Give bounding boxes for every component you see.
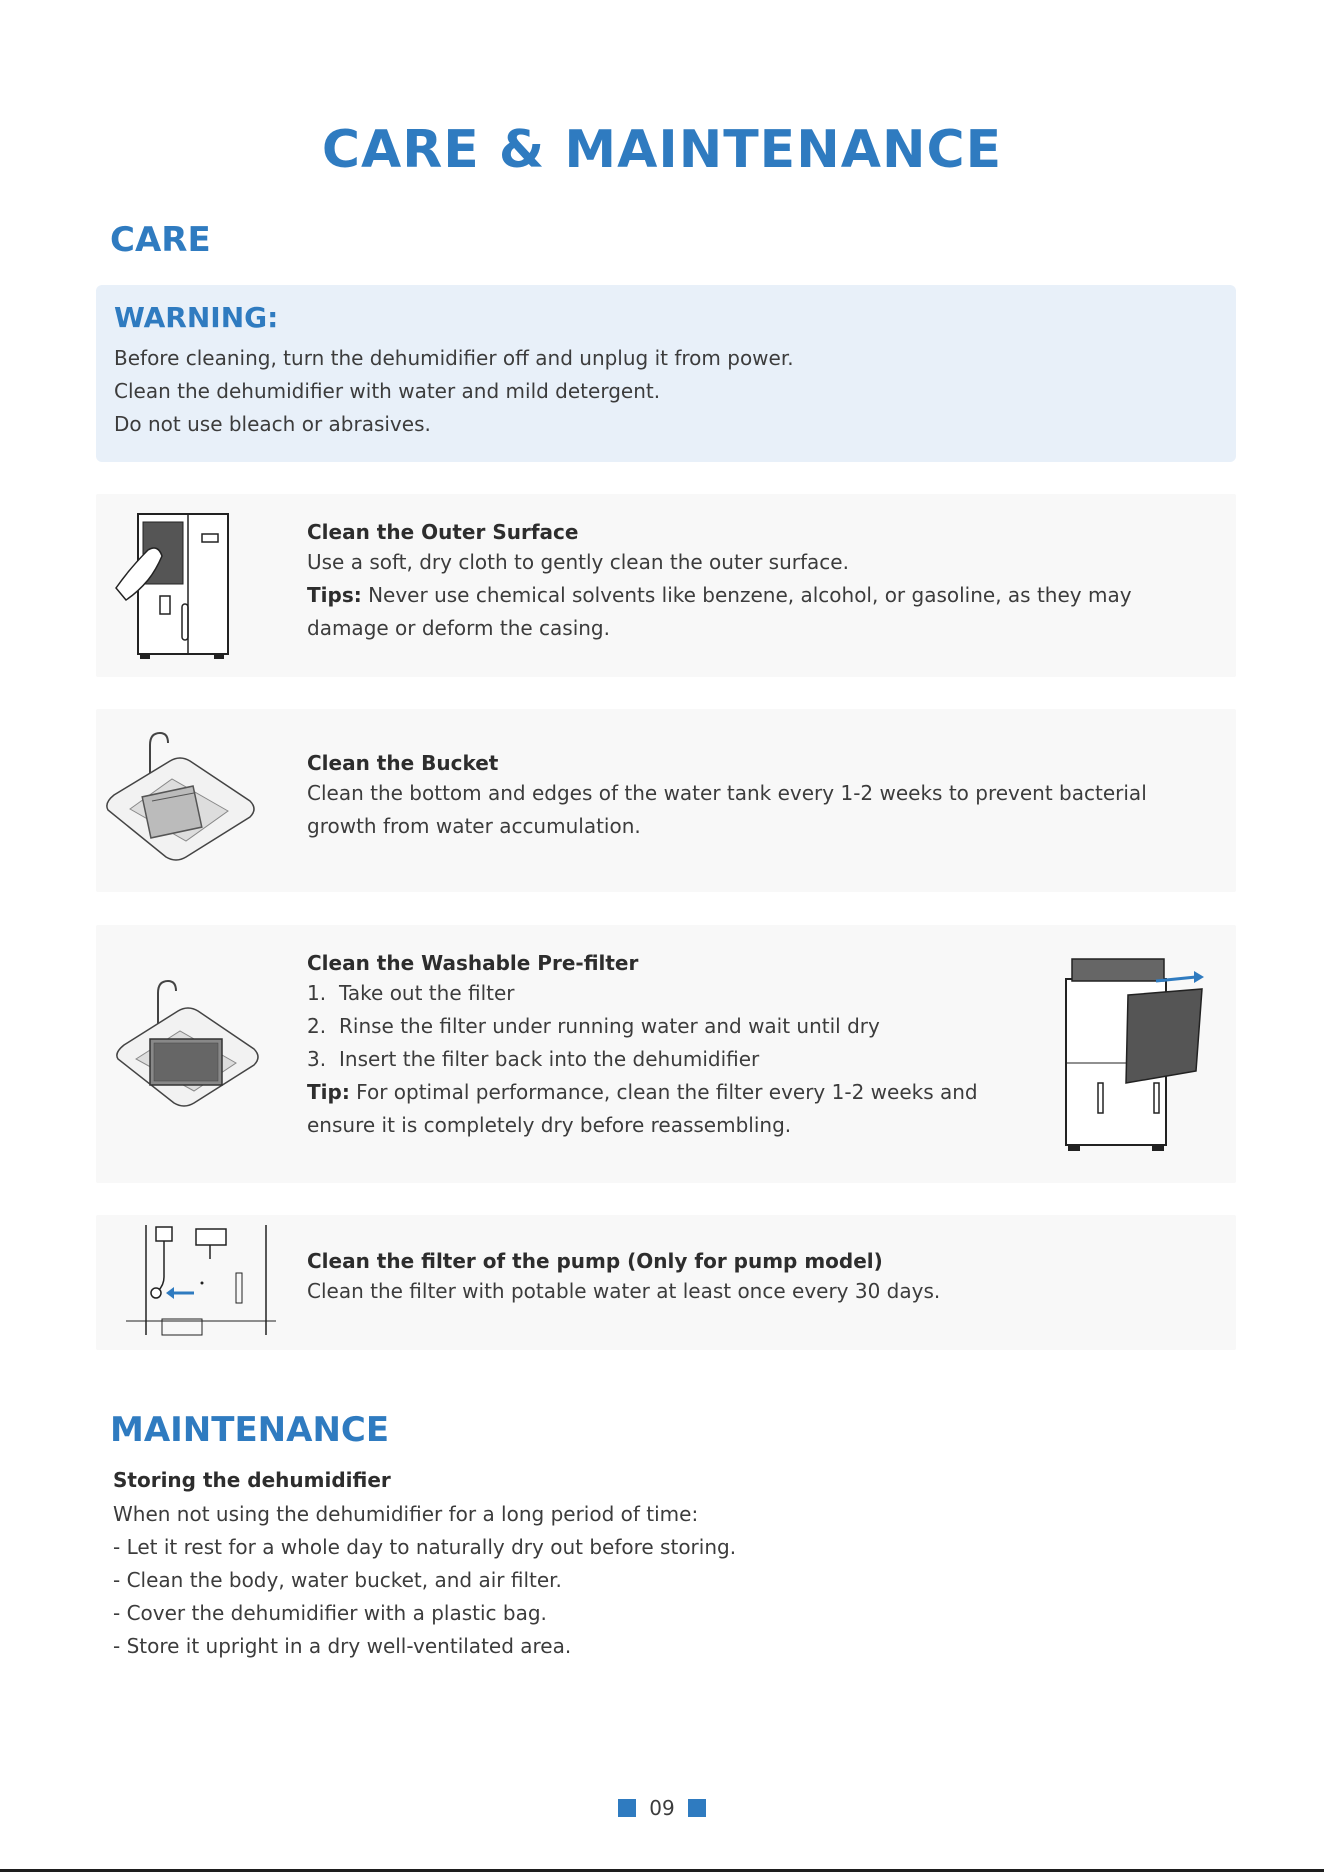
maintenance-heading: MAINTENANCE [110, 1410, 390, 1450]
tip-text: For optimal performance, clean the filter every 1-2 weeks and [349, 1080, 978, 1104]
prefilter-text [307, 951, 1016, 1142]
card-outer-surface [96, 494, 1236, 677]
prefilter-steps [307, 977, 1016, 1076]
bucket-line: Clean the bottom and edges of the water tank every 1-2 weeks to prevent bacterial [307, 781, 1147, 805]
footer-square-left [618, 1799, 636, 1817]
outer-surface-line: Use a soft, dry cloth to gently clean the outer surface. [307, 550, 849, 574]
warning-title: WARNING: [114, 301, 279, 334]
step-number: 2. [307, 1014, 327, 1038]
outer-surface-title: Clean the Outer Surface [307, 520, 579, 544]
bucket-text [307, 751, 1226, 843]
tip-text: Never use chemical solvents like benzene, alcohol, or gasoline, as they may [361, 583, 1132, 607]
prefilter-title: Clean the Washable Pre-filter [307, 951, 639, 975]
list-item: When not using the dehumidifier for a long period of time: [113, 1502, 699, 1526]
footer-square-right [688, 1799, 706, 1817]
list-item [307, 1010, 1016, 1043]
storing-subheading: Storing the dehumidifier [113, 1468, 391, 1492]
pump-filter-text [307, 1249, 1226, 1308]
page-number: 09 [649, 1796, 675, 1820]
card-pump-filter [96, 1215, 1236, 1350]
pump-filter-icon [126, 1225, 276, 1340]
page-title: CARE & MAINTENANCE [321, 120, 1003, 180]
list-item: - Let it rest for a whole day to naturally dry out before storing. [113, 1535, 737, 1559]
bucket-title: Clean the Bucket [307, 751, 499, 775]
list-item: - Store it upright in a dry well-ventilated area. [113, 1634, 572, 1658]
warning-box [96, 285, 1236, 462]
pump-filter-title: Clean the filter of the pump (Only for pump model) [307, 1249, 883, 1273]
warning-line: Clean the dehumidifier with water and mild detergent. [114, 379, 661, 403]
card-bucket [96, 709, 1236, 892]
list-item [307, 977, 1016, 1010]
tip-label: Tips: [307, 583, 362, 607]
cleaning-cloth-icon [110, 508, 250, 663]
tip-label: Tip: [307, 1080, 350, 1104]
step-number: 1. [307, 981, 327, 1005]
filter-sink-icon [114, 975, 264, 1125]
card-prefilter [96, 925, 1236, 1183]
outer-surface-tip [307, 579, 1226, 612]
prefilter-tip [307, 1076, 1016, 1109]
bucket-line: growth from water accumulation. [307, 814, 641, 838]
list-item: - Clean the body, water bucket, and air filter. [113, 1568, 562, 1592]
tip-text-continued: damage or deform the casing. [307, 616, 610, 640]
step-text: Rinse the filter under running water and wait until dry [339, 1014, 880, 1038]
tip-text-continued: ensure it is completely dry before reassembling. [307, 1113, 792, 1137]
bucket-sink-icon [100, 725, 260, 875]
list-item: - Cover the dehumidifier with a plastic bag. [113, 1601, 547, 1625]
warning-line: Do not use bleach or abrasives. [114, 412, 431, 436]
pump-filter-line: Clean the filter with potable water at least once every 30 days. [307, 1279, 941, 1303]
step-number: 3. [307, 1047, 327, 1071]
step-text: Take out the filter [339, 981, 515, 1005]
warning-line: Before cleaning, turn the dehumidifier off and unplug it from power. [114, 346, 794, 370]
page-footer [0, 1796, 1324, 1820]
step-text: Insert the filter back into the dehumidifier [339, 1047, 760, 1071]
storing-list [113, 1498, 736, 1663]
list-item [307, 1043, 1016, 1076]
filter-removal-icon [1056, 955, 1206, 1155]
care-heading: CARE [110, 220, 211, 260]
outer-surface-text [307, 520, 1226, 645]
